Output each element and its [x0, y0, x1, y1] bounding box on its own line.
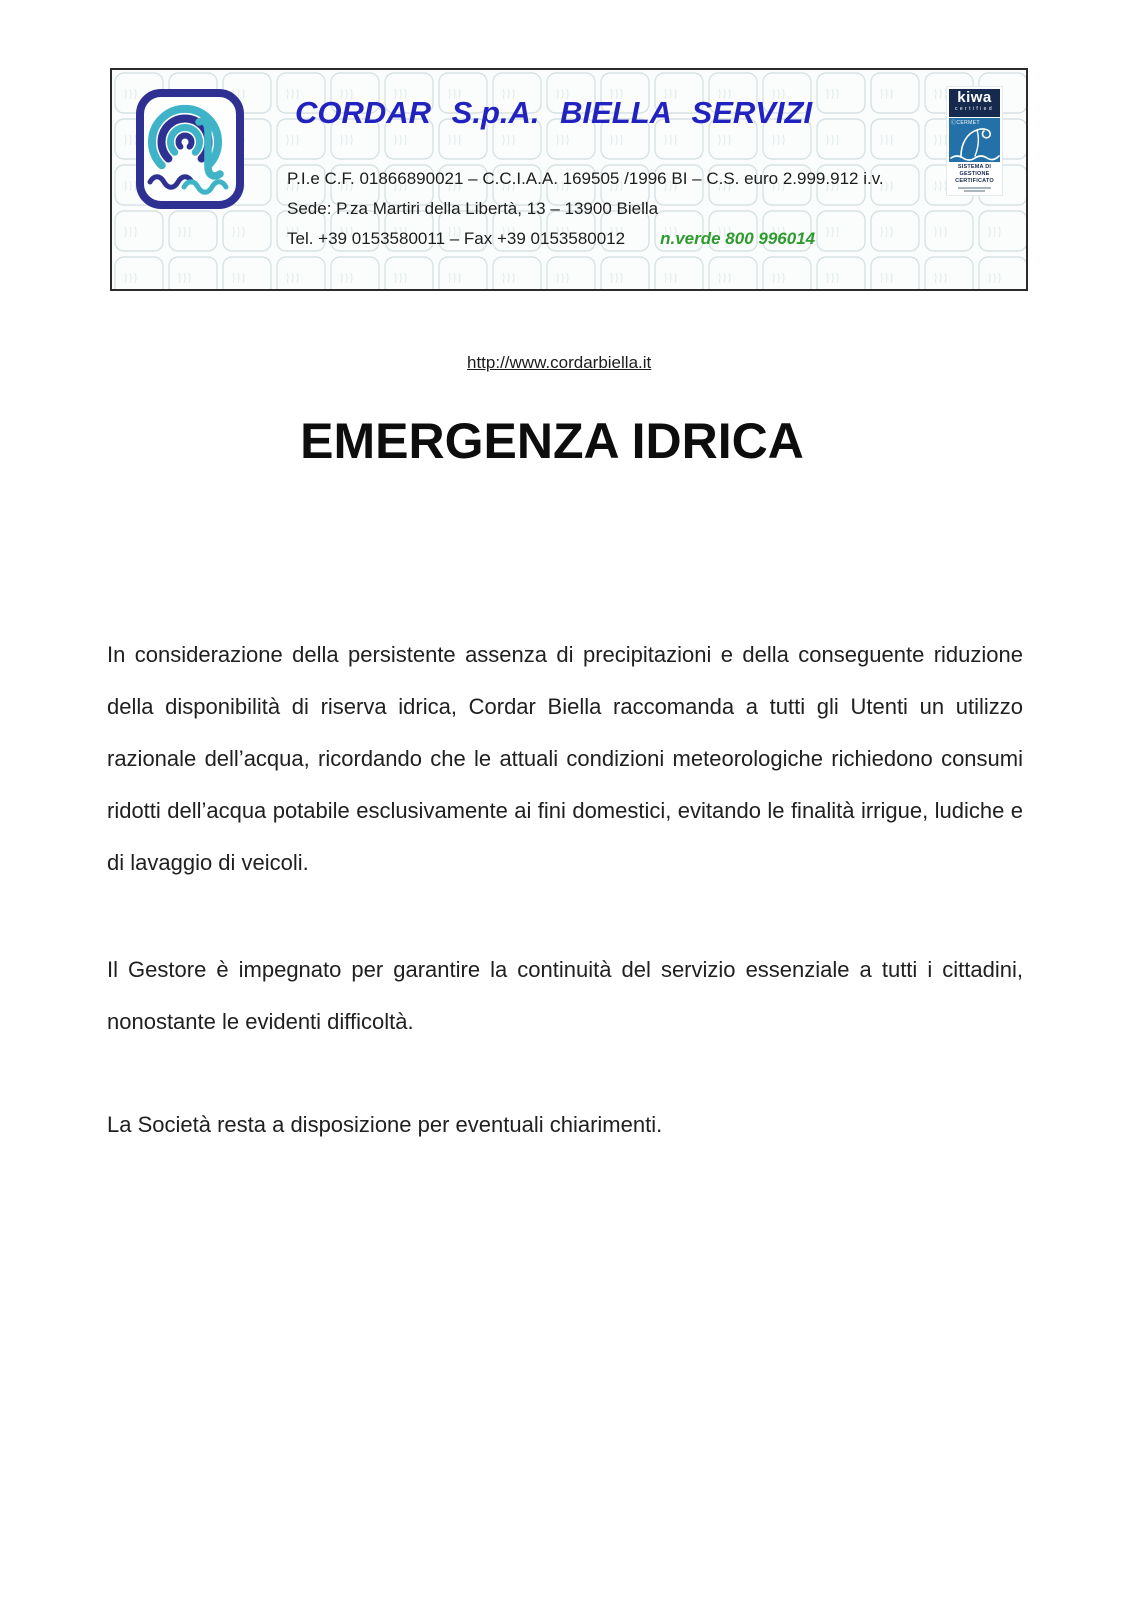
kiwa-microtext — [947, 187, 1002, 192]
address-line: Sede: P.za Martiri della Libertà, 13 – 13900 Biella — [287, 199, 659, 218]
notice-title: EMERGENZA IDRICA — [300, 413, 804, 469]
website-line — [467, 348, 651, 378]
phone-line — [287, 224, 1007, 254]
kiwa-caption-line2: CERTIFICATO — [955, 178, 994, 184]
kiwa-beaver-panel — [949, 118, 1000, 162]
registration-line: P.I.e C.F. 01866890021 – C.C.I.A.A. 169505 /1996 BI – C.S. euro 2.999.912 i.v. — [287, 169, 884, 188]
company-title: CORDAR S.p.A. BIELLA SERVIZI — [295, 95, 813, 130]
kiwa-cermet-label: ⒸCERMET — [951, 120, 980, 126]
kiwa-caption-line1: SISTEMA DI GESTIONE — [957, 164, 992, 177]
kiwa-brand-block — [949, 89, 1000, 117]
kiwa-caption — [947, 164, 1002, 185]
kiwa-certification-badge — [946, 86, 1003, 196]
kiwa-certified-label: certified — [954, 106, 995, 112]
toll-free-number: n.verde 800 996014 — [660, 229, 816, 248]
kiwa-brand-label: kiwa — [957, 89, 992, 106]
notice-paragraph: Il Gestore è impegnato per garantire la continuità del servizio essenziale a tutti i cittadini, nonostante le evidenti difficoltà. — [107, 957, 1023, 1034]
phone-fax: Tel. +39 0153580011 – Fax +39 0153580012 — [287, 229, 626, 248]
website-link[interactable]: http://www.cordarbiella.it — [467, 353, 652, 372]
notice-paragraph: La Società resta a disposizione per eventuali chiarimenti. — [107, 1112, 663, 1137]
letterhead — [110, 68, 1028, 372]
cordar-logo-icon — [135, 88, 245, 210]
company-info — [287, 164, 1007, 254]
notice-paragraph: In considerazione della persistente assenza di precipitazioni e della conseguente riduzione della disponibilità di riserva idrica, Cordar Biella raccomanda a tutti gli Utenti un utilizzo razionale dell’acqua, ricordando che le attuali condizioni meteorologiche richiedono consumi ridotti dell’acqua potabile esclusivamente ai fini domestici, evitando le finalità irrigue, ludiche e di lavaggio di veicoli. — [107, 642, 1023, 875]
